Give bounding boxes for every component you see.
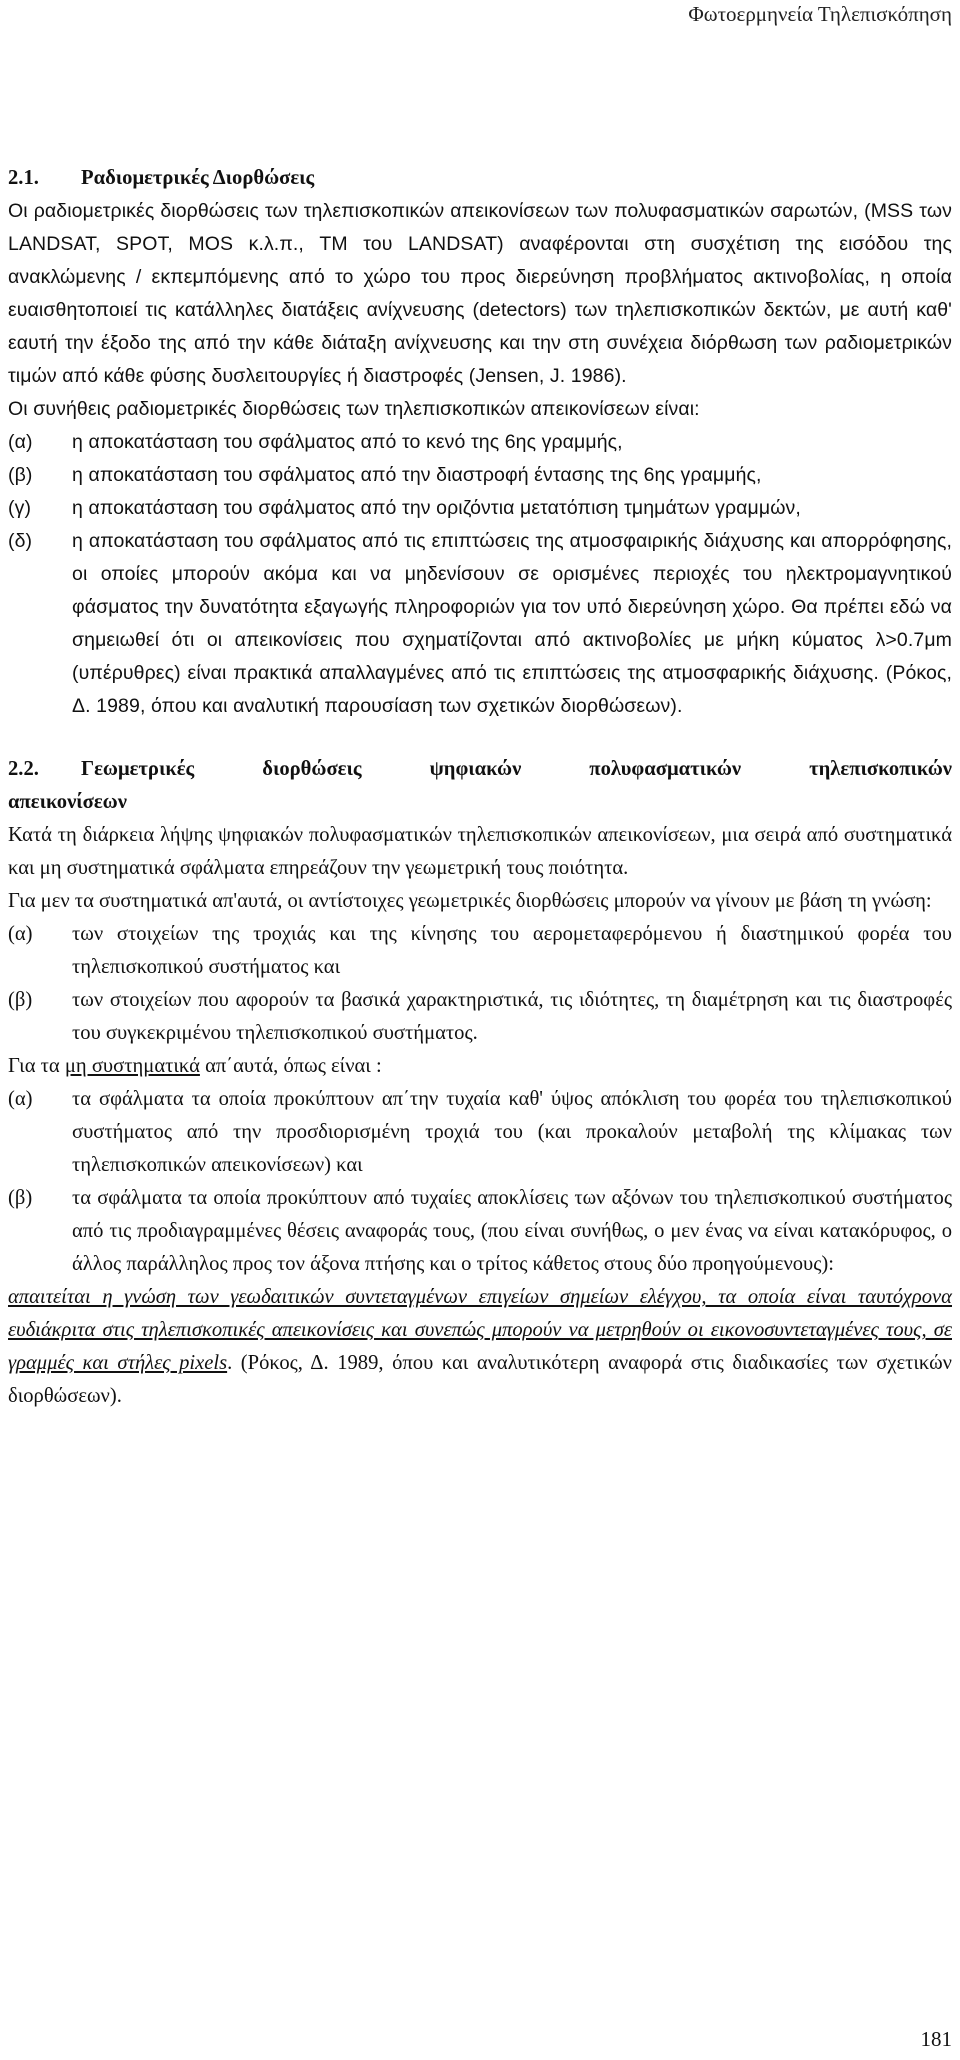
section-number: 2.1.: [8, 167, 39, 189]
list-item: [8, 459, 952, 492]
list-item-label: (α): [8, 1088, 33, 1110]
section-title-continuation: [8, 786, 952, 819]
paragraph-closing: [8, 1281, 952, 1413]
paragraph-systematic-lead: Για μεν τα συστηματικά απ'αυτά, οι αντίστοιχες γεωμετρικές διορθώσεις μπορούν να γίνουν με βάση τη γνώση:: [8, 890, 932, 912]
closing-reference: . (Ρόκος, Δ. 1989, όπου και αναλυτικότερη αναφορά στις διαδικασίες των σχετικών διορθώσεων).: [8, 1352, 952, 1407]
section-heading-2-1: [8, 162, 952, 195]
list-item: [8, 984, 952, 1050]
underlined-term: μη συστηματικά: [64, 1055, 200, 1077]
list-item-text: η αποκατάσταση του σφάλματος από την διαστροφή έντασης της 6ης γραμμής,: [72, 464, 762, 486]
list-item: [8, 492, 952, 525]
list-item: [8, 1182, 952, 1281]
running-header: Φωτοερμηνεία Τηλεπισκόπηση: [688, 2, 952, 26]
section-title: Γεωμετρικές διορθώσεις ψηφιακών πολυφασματικών τηλεπισκοπικών: [81, 758, 952, 780]
list-item-label: (α): [8, 431, 33, 453]
section-heading-2-2: [8, 753, 952, 786]
list-item-label: (β): [8, 464, 33, 486]
lead-text-start: Για τα: [8, 1055, 65, 1077]
list-item-label: (δ): [8, 530, 33, 552]
list-item-text: η αποκατάσταση του σφάλματος από τις επιπτώσεις της ατμοσφαιρικής διάχυσης και απορρόφησης, οι οποίες μπορούν ακόμα και να μηδενίσουν σε ορισμένες περιοχές του ηλεκτρομαγνητικού φάσματος την δυνατότητα εξαγωγής πληροφοριών για τον υπό διερεύνηση χώρο. Θα πρέπει εδώ να σημειωθεί ότι οι απεικονίσεις που σχηματίζονται από ακτινοβολίες με μήκη κύματος λ>0.7μm (υπέρυθρες) είναι πρακτικά απαλλαγμένες από τις επιπτώσεις της ατμοσφαρικής διάχυσης. (Ρόκος, Δ. 1989, όπου και αναλυτική παρουσίαση των σχετικών διορθώσεων).: [72, 530, 952, 717]
list-item: [8, 918, 952, 984]
paragraph-radiometric-lead: Οι συνήθεις ραδιομετρικές διορθώσεις των τηλεπισκοπικών απεικονίσεων είναι:: [8, 398, 700, 420]
list-item-text: τα σφάλματα τα οποία προκύπτουν από τυχαίες αποκλίσεις των αξόνων του τηλεπισκοπικού συστήματος από τις προδιαγραμμένες θέσεις αναφοράς τους, (που είναι συνήθως, ο μεν ένας να είναι κατακόρυφος, ο άλλος παράλληλος προς τον άξονα πτήσης και ο τρίτος κάθετος στους δύο προηγούμενους):: [72, 1187, 952, 1275]
list-item-text: των στοιχείων της τροχιάς και της κίνησης του αερομεταφερόμενου ή διαστημικού φορέα του τηλεπισκοπικού συστήματος και: [72, 923, 952, 978]
section-number: 2.2.: [8, 758, 39, 780]
paragraph-radiometric-intro: Οι ραδιομετρικές διορθώσεις των τηλεπισκοπικών απεικονίσεων των πολυφασματικών σαρωτών, (MSS των LANDSAT, SPOT, MOS κ.λ.π., TM του LANDSAT) αναφέρονται στη συσχέτιση της εισόδου της ανακλώμενης / εκπεμπόμενης από το χώρο του προς διερεύνηση προβλήματος ακτινοβολίας, η οποία ευαισθητοποιεί τις κατάλληλες διατάξεις ανίχνευσης (detectors) των τηλεπισκοπικών δεκτών, με αυτή καθ' εαυτή την έξοδο της από την κάθε διάταξη ανίχνευσης και την στη συνέχεια διόρθωση των ραδιομετρικών τιμών από κάθε φύσης δυσλειτουργίες ή διαστροφές (Jensen, J. 1986).: [8, 200, 952, 387]
list-item-text: η αποκατάσταση του σφάλματος από το κενό της 6ης γραμμής,: [72, 431, 623, 453]
list-item-text: των στοιχείων που αφορούν τα βασικά χαρακτηριστικά, τις ιδιότητες, τη διαμέτρηση και τις διαστροφές του συγκεκριμένου τηλεπισκοπικού συστήματος.: [72, 989, 952, 1044]
section-title: Ραδιομετρικές Διορθώσεις: [81, 167, 315, 189]
section-title-line2: απεικονίσεων: [8, 791, 127, 813]
page-number: 181: [920, 2027, 952, 2051]
list-item: [8, 1083, 952, 1182]
list-item-text: τα σφάλματα τα οποία προκύπτουν απ΄την τυχαία καθ' ύψος απόκλιση του φορέα του τηλεπισκοπικού συστήματος από την προσδιορισμένη τροχιά του (και προκαλούν μεταβολή της κλίμακας των τηλεπισκοπικών απεικονίσεων) και: [72, 1088, 952, 1176]
list-item-text: η αποκατάσταση του σφάλματος από την οριζόντια μετατόπιση τμημάτων γραμμών,: [72, 497, 801, 519]
paragraph-nonsystematic-lead: [8, 1050, 952, 1083]
page-content: [8, 162, 952, 1413]
list-item: [8, 426, 952, 459]
paragraph-geometric-intro: Κατά τη διάρκεια λήψης ψηφιακών πολυφασματικών τηλεπισκοπικών απεικονίσεων, μια σειρά από συστηματικά και μη συστηματικά σφάλματα επηρεάζουν την γεωμετρική τους ποιότητα.: [8, 824, 952, 879]
lead-text-end: απ΄αυτά, όπως είναι :: [199, 1055, 382, 1077]
list-item-label: (α): [8, 923, 33, 945]
list-item-label: (β): [8, 1187, 33, 1209]
emphasized-requirement: απαιτείται η γνώση των γεωδαιτικών συντεταγμένων επιγείων σημείων ελέγχου, τα οποία είναι ταυτόχρονα ευδιάκριτα στις τηλεπισκοπικές απεικονίσεις και συνεπώς μπορούν να μετρηθούν οι εικονοσυντεταγμένες τους, σε γραμμές και στήλες pixels: [8, 1286, 952, 1374]
list-item-label: (γ): [8, 497, 32, 519]
list-item: [8, 525, 952, 723]
list-item-label: (β): [8, 989, 33, 1011]
